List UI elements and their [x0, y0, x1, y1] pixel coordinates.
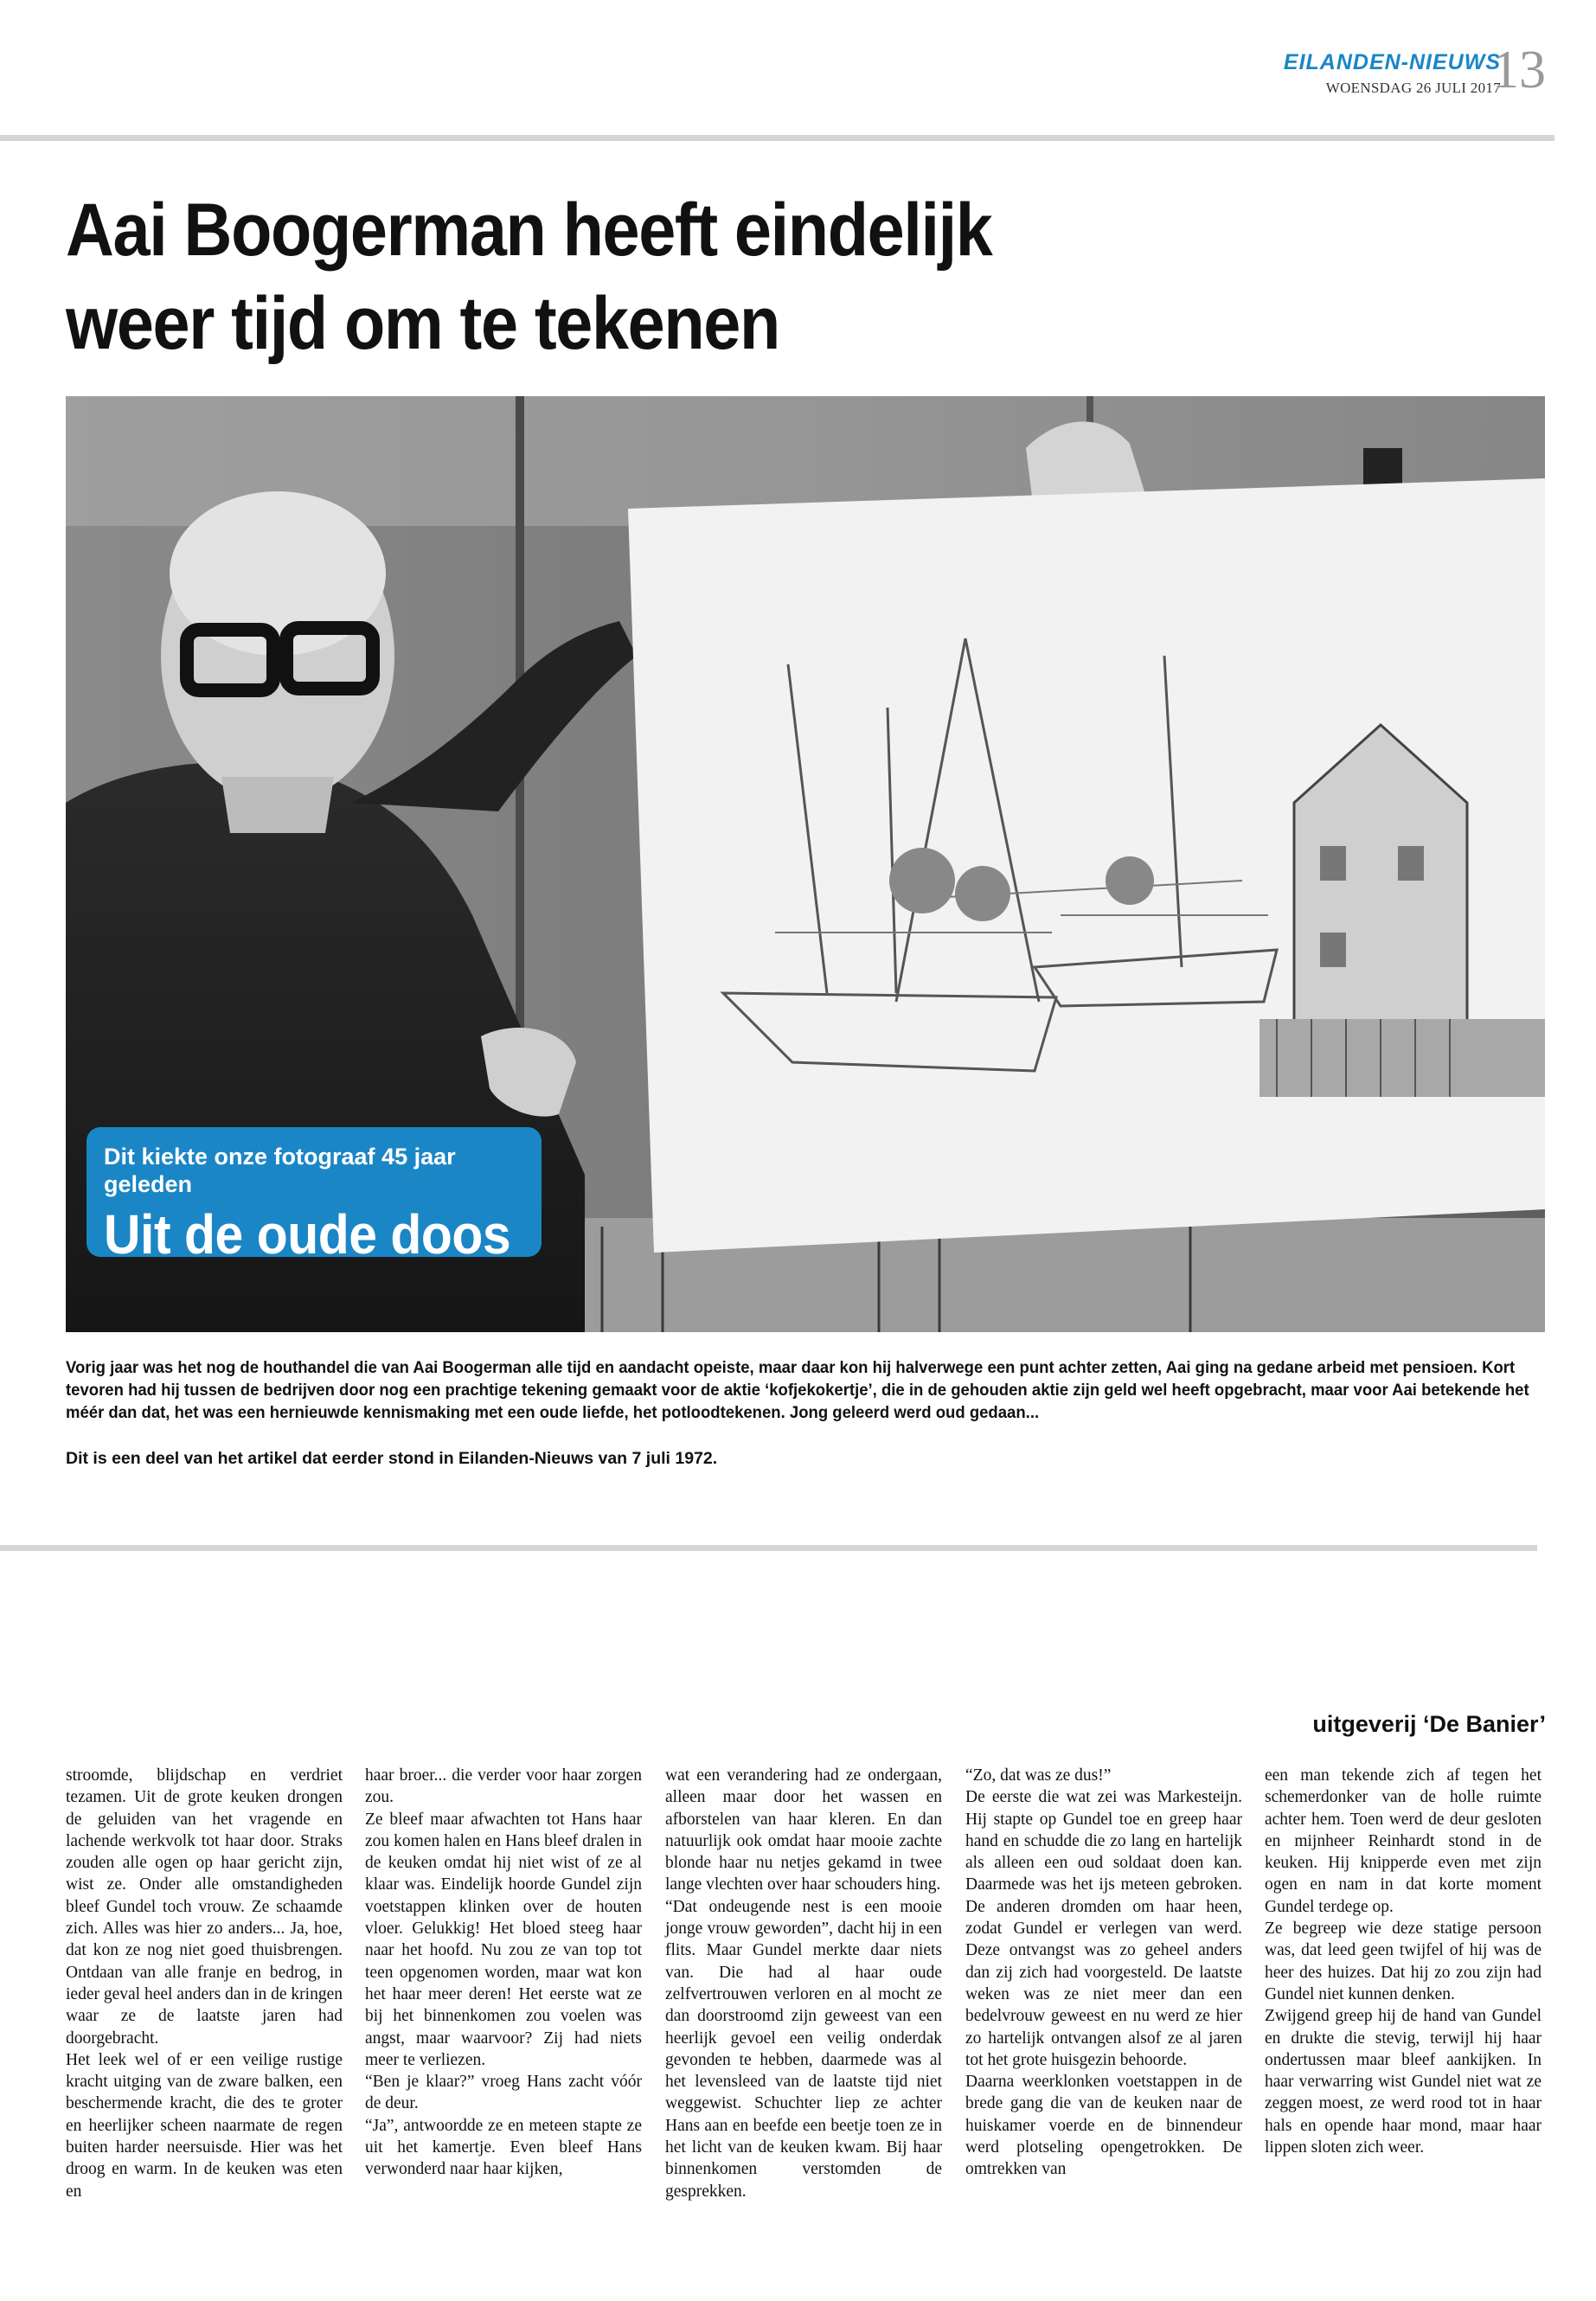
- headline: [66, 183, 1156, 370]
- serial-column-1: [66, 1765, 343, 2202]
- paragraph: Ze bleef maar afwachten tot Hans haar zou komen halen en Hans bleef dralen in de keuken omdat hij niet wist of ze al klaar was. Eindelijk hoorde Gundel zijn voetstappen klinken over de houten vloer. Gelukkig! Het bloed steeg haar naar het hoofd. Nu zou ze van top tot teen opgenomen worden, maar wat kon het haar meer deren! Het eerste wat ze bij het binnenkomen zou voelen was angst, maar waarvoor? Zij had niets meer te verliezen.: [365, 1810, 642, 2069]
- paragraph: “Zo, dat was ze dus!”: [965, 1766, 1112, 1785]
- section-divider: [0, 1545, 1537, 1551]
- archive-photo: [66, 396, 1545, 1332]
- paragraph: een man tekende zich af tegen het schemerdonker van de holle ruimte achter hem. Toen werd de deur gesloten en mijnheer Reinhardt stond in de keuken. Hij knipperde even met zijn ogen en nam in dat korte moment Gundel terdege op.: [1265, 1766, 1542, 1916]
- photo-badge: [87, 1127, 542, 1266]
- serial-column-3: [665, 1765, 942, 2202]
- serial-column-4: [965, 1765, 1242, 2181]
- paragraph: Ze begreep wie deze statige persoon was, dat leed geen twijfel of hij was de heer des huizes. Dat hij zo zou zijn had Gundel niet kunnen denken.: [1265, 1920, 1542, 2003]
- source-note: Dit is een deel van het artikel dat eerder stond in Eilanden-Nieuws van 7 juli 1972.: [66, 1449, 718, 1468]
- paragraph: De eerste die wat zei was Markesteijn. Hij stapte op Gundel toe en greep haar hand en schudde die zo lang en hartelijk als alleen een oud soldaat doen kan. Daarmede was het ijs meteen gebroken. De anderen dromden om haar heen, zodat Gundel er verlegen van werd. Deze ontvangst was zo geheel anders dan zij zich had voorgesteld. De laatste weken was ze niet meer dan een bedelvrouw geweest en nu werd ze hier zo hartelijk ontvangen alsof ze al jaren tot het grote huisgezin behoorde.: [965, 1788, 1242, 2069]
- paragraph: “Ben je klaar?” vroeg Hans zacht vóór de deur.: [365, 2073, 642, 2113]
- badge-subtitle: Dit kiekte onze fotograaf 45 jaar geleden: [104, 1144, 456, 1197]
- issue-date: WOENSDAG 26 JULI 2017: [1325, 80, 1501, 96]
- paragraph: “Ja”, antwoordde ze en meteen stapte ze uit het kamertje. Even bleef Hans verwonderd naar haar kijken,: [365, 2116, 642, 2179]
- paragraph: wat een verandering had ze ondergaan, alleen maar door het wassen en afborstelen van haar kleren. En dan natuurlijk ook omdat haar mooie zachte blonde haar nu netjes gekamd in twee lange vlechten over haar schouders hing.: [665, 1766, 942, 1894]
- serial-column-5: [1265, 1765, 1542, 2158]
- publisher-credit: uitgeverij ‘De Banier’: [1312, 1711, 1546, 1737]
- masthead: [1284, 50, 1501, 97]
- top-divider: [0, 135, 1554, 141]
- paragraph: stroomde, blijdschap en verdriet tezamen. Uit de grote keuken drongen de geluiden van het vragende en lachende werkvolk tot haar door. Straks zouden alle ogen op haar gericht zijn, wist ze. Onder alle omstandigheden bleef Gundel toch vrouw. Ze schaamde zich. Alles was hier zo anders... Ja, hoe, dat kon ze nog niet goed thuisbrengen. Ontdaan van alle franje en bedrog, in ieder geval heel anders dan in de kringen waar ze de laatste jaren had doorgebracht.: [66, 1766, 343, 2048]
- paragraph: Het leek wel of er een veilige rustige kracht uitging van de zware balken, een beschermende kracht, die des te groter en heerlijker scheen naarmate de regen buiten harder neersuisde. Hier was het droog en warm. In de keuken was eten en: [66, 2050, 343, 2201]
- intro-paragraph: Vorig jaar was het nog de houthandel die van Aai Boogerman alle tijd en aandacht opeiste, maar daar kon hij halverwege een punt achter zetten, Aai ging na gedane arbeid met pensioen. Kort tevoren had hij tussen de bedrijven door nog een prachtige tekening gemaakt voor de aktie ‘kofjekokertje’, die in de gehouden aktie zijn geld wel heeft opgebracht, maar voor Aai betekende het méér dan dat, het was een hernieuwde kennismaking met een oude liefde, het potloodtekenen. Jong geleerd werd oud gedaan...: [66, 1358, 1529, 1422]
- paragraph: Zwijgend greep hij de hand van Gundel en drukte die stevig, terwijl hij haar ondertussen maar bleef aankijken. In haar verwarring wist Gundel niet wat ze zeggen moest, ze werd rood tot in haar hals en opende haar mond, maar haar lippen sloten zich weer.: [1265, 2007, 1542, 2157]
- newspaper-logo: EILANDEN-NIEUWS: [1283, 50, 1501, 74]
- badge-title: Uit de oude doos: [104, 1203, 511, 1266]
- headline-line-1: Aai Boogerman heeft eindelijk: [66, 189, 992, 272]
- paragraph: haar broer... die verder voor haar zorgen zou.: [365, 1766, 642, 1807]
- serial-column-2: [365, 1765, 642, 2181]
- headline-line-2: weer tijd om te tekenen: [66, 282, 779, 365]
- paragraph: Daarna weerklonken voetstappen in de brede gang die van de keuken naar de huiskamer voerde en de binnendeur werd plotseling opengetrokken. De omtrekken van: [965, 2073, 1242, 2179]
- paragraph: “Dat ondeugende nest is een mooie jonge vrouw geworden”, dacht hij in een flits. Maar Gundel merkte daar niets van. Die had al haar oude zelfvertrouwen verloren en al mocht ze dan doorstroomd zijn geweest van een heerlijk gevoel een veilig onderdak gevonden te hebben, daarmede was al het levensleed van de laatste tijd niet weggewist. Schuchter liep ze achter Hans aan en beefde een beetje toen ze in het licht van de keuken kwam. Bij haar binnenkomen verstomden de gesprekken.: [665, 1897, 942, 2201]
- page-number: 13: [1492, 41, 1546, 99]
